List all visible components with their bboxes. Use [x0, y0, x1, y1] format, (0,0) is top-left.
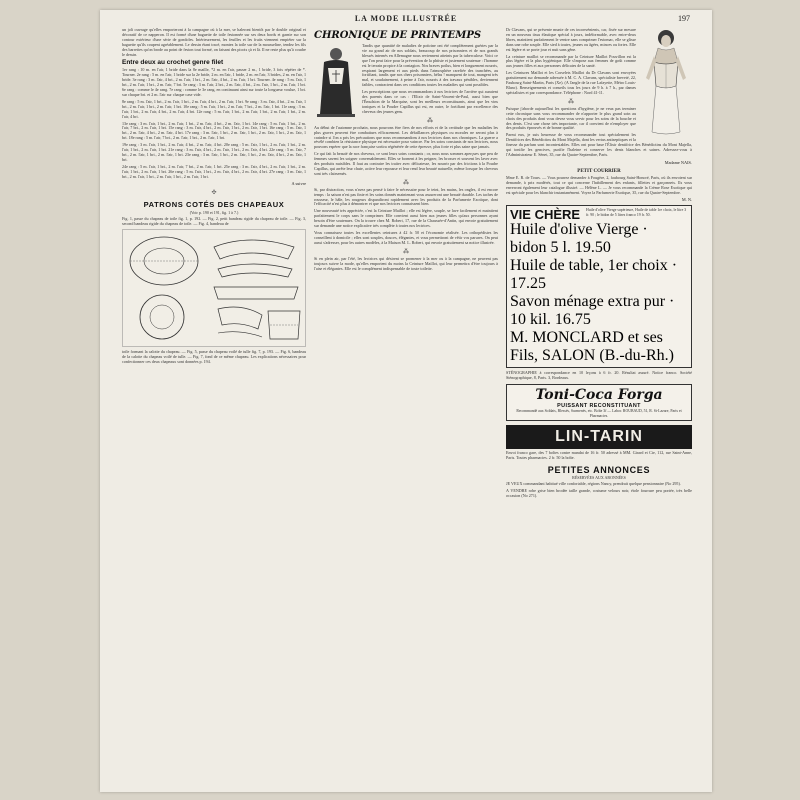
ceinture-para-1: Dr Clavans, qui se présente munie de ces inconvénients, car, fixée sur mesure en un nouveau tissu élastique spécial à jours, indéformable, avec entre-deux libres, maintient parfaitement le ventre sans comprimer l'estomac, elle se glisse dans une robe souple. Elle sied à toutes, jeunes ou âgées, minces ou fortes. Elle est légère et se porte jour et nuit sans gêne. [506, 28, 636, 52]
chronique-para-5: Si, par distraction, vous n'avez pas pensé à faire le nécessaire pour le teint, les mains, les ongles, il est encore temps : la saison n'est pas finie et les soins donnés maintenant vous assureront une beauté durable. Les taches de rousseur, le hâle, les rougeurs disparaîtront rapidement avec les produits de la Parfumerie Exotique, dont l'efficacité n'est plus à démontrer et que nos lectrices connaissent bien. [314, 186, 498, 207]
vie-chere-ad [506, 205, 692, 368]
ornament-separator-icon: ⁂ [568, 98, 574, 105]
chronique-para-4: Ce qui fait la beauté de nos cheveux, ce sont leurs soins constants ; or, nous nous sommes aperçues que peu de femmes savent les soigner convenablement. Elles se bornent à les peigner, les brosser et souvent les laver avec des produits nuisibles. Il faut au contraire les traiter avec délicatesse, les nourrir par des frictions à la Poudre Capillus, qui arrête leur chute, active leur repousse et leur rend leur beauté naturelle, même lorsque les cheveux sont très clairsemés. [314, 151, 498, 176]
column-right [506, 28, 692, 784]
lin-tarin-title: LIN-TARIN [555, 427, 643, 445]
ornament-separator-icon: ⁂ [427, 117, 433, 124]
column-middle [314, 28, 498, 784]
vie-chere-line-1: Huile d'olive Vierge · bidon 5 l. 19.50 [510, 221, 648, 257]
ornament-separator-icon: ✣ [211, 190, 217, 197]
crochet-instructions-5: 24e rang : 5 m. l'air, 1 bri., 2 m. l'air, 7 bri., 2 m. l'air, 1 bri. 25e rang : 3 m. l'air, 4 bri., 2 m. l'air, 1 bri., 2 m. l'air, 1 bri., 2 m. l'air, 1 bri. 26e rang : 5 m. l'air, 1 bri., 2 m. l'air, 4 bri., 2 m. l'air, 4 bri. 27e rang : 3 m. l'air, 1 bri., 2 m. l'air, 1 bri., 2 m. l'air, 1 bri., 2 m. l'air, 1 bri. [122, 163, 306, 179]
column-left [122, 28, 306, 784]
courrier-signature: M. N. [681, 197, 692, 203]
vie-chere-line-4: M. MONCLARD et ses Fils, SALON (B.-du-Rh.) [510, 329, 675, 365]
stenographie-ad: STÉNOGRAPHIE à correspondance en 10 leçons à 6 fr. 20. Résultat assuré. Notice franco. Société Sténographique, 8, Paris. 3, Bordeaux. [506, 370, 692, 381]
vie-chere-title: VIE CHÈRE [510, 207, 581, 223]
toni-coca-details: Recommandé aux Soldats, Blessés, Surmenés, etc. Boîte 3f — Labor. ROUBAUD, 51, R. St-Lazare, Paris et Pharmacies. [516, 409, 682, 418]
vie-chere-line-2: Huile de table, 1er choix · 17.25 [510, 257, 678, 293]
author-signature: Madame NAIS. [664, 159, 692, 165]
corset-woman-illustration [640, 28, 692, 140]
patrons-text-1: Fig. 1, passe du chapeau de toile fig. 1, p. 192. — Fig. 2, petit bandeau rigide du chapeau de toile. — Fig. 3, second bandeau rigide du chapeau de toile. — Fig. 4, bandeau de [122, 216, 306, 227]
hat-patterns-illustration [122, 229, 306, 347]
magazine-page [100, 10, 712, 792]
chronique-para-8: Si en plein air, par l'été, les lectrices qui désirent se promener à la mer ou à la campagne, ne peuvent pas toujours suivre la mode, qu'elles emportent du moins la Ceinture Maillot, qui leur permettra d'être toujours à l'aise et élégantes. Elle est le complément indispensable de toute toilette. [314, 255, 498, 271]
ceinture-para-3: Les Ceintures Maillot et les Corselets Maillot du Dr Clavans sont envoyées gratuitement sur demande adressée à M. C. A. Clavans, spécialiste breveté, 22, Faubourg Saint-Martin, Paris (Xe). (A l'angle de la rue Lafayette, Métro Louis-Blanc). Renseignements et conseils tous les jours de 9 h. à 7 h., par dames spécialistes et par correspondance. Téléphone : Nord 41-11. [506, 70, 636, 95]
toni-coca-ad [506, 384, 692, 421]
crochet-instructions-1: 1er rang : 10 m. en l'air, 1 bride dans la 8e maille, *2 m. en l'air, passer 2 m., 1 bride, 3 fois répéter de *. Tourner. 2e rang : 5 m. en l'air, 1 bride sur la 2e bride, 2 m. en l'air, 1 bride, 2 m. en l'air, 3 brides, 2 m. en l'air, 1 bride. 3e rang : 3 m. l'air, 4 bri., 2 m. l'air, 1 bri., 2 m. l'air, 4 bri., 2 m. l'air, 1 bri. Tourner. 4e rang : 5 m. l'air, 1 bri., 2 m. l'air, 1 bri., 2 m. l'air, 7 bri. 5e rang : 3 m. l'air, 2 bri., 2 m. l'air, 4 bri., 2 m. l'air, 1 bri., 2 m. l'air, 1 bri. 6e rang : comme le 4e rang. 7e rang : comme le 3e rang, en continuant ainsi sur toute la longueur voulue, 1 bri. sur chaque bri. et 2 m. l'air sur chaque case vide. [122, 67, 306, 97]
dentifrice-para-1: Puisque j'aborde aujourd'hui les questions d'hygiène, je ne veux pas terminer cette chronique sans vous recommander de n'apporter le plus grand soin au choix des produits dont vous devez vous servir pour les soins de la bouche et des dents. C'est une chose très importante, car il convient de n'employer que des produits éprouvés et de bonne qualité. [506, 105, 636, 131]
page-header [122, 14, 690, 28]
chronique-para-6: Une nouveauté très appréciée, c'est la Ceinture Maillot ; elle est légère, souple, se lave facilement et maintient parfaitement le corps sans le comprimer. Elle convient aussi bien aux jeunes filles qu'aux personnes ayant besoin d'être soutenues. On la trouve chez M. Robert, 17, rue de la Chaussée-d'Antin, qui envoie gratuitement sur demande une notice explicative très complète à toutes nos lectrices. [314, 208, 498, 229]
toni-coca-title: Toni-Coca Forga [535, 387, 663, 404]
patrons-subheading: (Voir p. 190 et 191, fig. 1 à 7.) [189, 210, 239, 216]
chronique-para-7: Vous connaissez toutes les excellentes ceintures à 42 fr. 50 et l'économie réalisée. Les orthopédistes les conseillent à domicile ; elles sont souples, douces, élégantes, et vous permettront de vêtir vos parures. On peut aussi s'adresser, pour les autres modèles, à la Maison M. L. Robert, qui envoie gratuitement sa notice illustrée. [314, 230, 498, 245]
patrons-heading: PATRONS COTÉS DES CHAPEAUX [143, 200, 285, 210]
magazine-title: LA MODE ILLUSTRÉE [354, 14, 458, 23]
crochet-instructions-2: 8e rang : 5 m. l'air, 1 bri., 2 m. l'air, 1 bri., 2 m. l'air, 4 bri., 2 m. l'air, 1 bri. 9e rang : 3 m. l'air, 4 bri., 2 m. l'air, 1 bri., 2 m. l'air, 1 bri., 2 m. l'air, 1 bri. 10e rang : 5 m. l'air, 1 bri., 2 m. l'air, 7 bri., 2 m. l'air, 1 bri. 11e rang : 3 m. l'air, 1 bri., 2 m. l'air, 4 bri., 2 m. l'air, 4 bri. 12e rang : 5 m. l'air, 1 bri., 2 m. l'air, 1 bri., 2 m. l'air, 1 bri., 2 m. l'air, 4 bri. [122, 98, 306, 119]
lin-tarin-ad [506, 425, 692, 449]
vie-chere-line-3: Savon ménage extra pur · 10 kil. 16.75 [510, 293, 675, 329]
patrons-text-2: toile formant la calotte du chapeau. — Fig. 5, passe du chapeau voilé de tulle fig. 7, p. 193. — Fig. 6, bandeau de la calotte du chapeau voilé de tulle. — Fig. 7, fond de ce même chapeau. Les explications nécessaires pour confectionner ces deux chapeaux sont données p. 194. [122, 349, 306, 365]
crochet-instructions-4: 19e rang : 3 m. l'air, 1 bri., 2 m. l'air, 4 bri., 2 m. l'air, 4 bri. 20e rang : 5 m. l'air, 1 bri., 2 m. l'air, 1 bri., 2 m. l'air, 1 bri., 2 m. l'air, 1 bri. 21e rang : 3 m. l'air, 4 bri., 2 m. l'air, 1 bri., 2 m. l'air, 4 bri. 22e rang : 5 m. l'air, 7 bri., 2 m. l'air, 1 bri., 2 m. l'air, 1 bri. 23e rang : 3 m. l'air, 1 bri., 2 m. l'air, 1 bri., 2 m. l'air, 4 bri., 2 m. l'air, 1 bri. [122, 142, 306, 162]
chronique-para-2: Les prescriptions que nous recommandons à nos lectrices de l'arrière qui auraient des parents dans ce cas : l'Elixir de Saint-Vincent-de-Paul, aussi bien que l'Émulsion de la Marquise, sont les meilleurs reconstituants, ainsi que les vins toniques et la Poudre Capillus qui est, en outre, le fortifiant par excellence des cheveux des jeunes gens. [362, 89, 498, 114]
ornament-separator-icon: ⁂ [403, 179, 409, 186]
annonce-2: A VENDRE robe grise bien brodée taille grande, costume velours noir, étole fourrure peu portée, très belle occasion (No 271). [506, 487, 692, 498]
ceinture-para-2: La ceinture maillot se recommande par la Ceinture Maillot Pouvillon est la plus légère et la plus hygiénique. Elle s'impose aux femmes de goût comme aux jeunes filles et aux personnes délicates de la santé. [506, 53, 636, 69]
a-suivre-note: A suivre [291, 181, 306, 187]
toni-coca-subtitle: PUISSANT RECONSTITUANT [557, 403, 641, 410]
petites-annonces-heading: PETITES ANNONCES [547, 464, 651, 475]
corset-woman-figure [640, 28, 692, 140]
chronique-heading: CHRONIQUE DE PRINTEMPS [314, 30, 482, 41]
chronique-para-3: Au début de l'automne prochain, nous pourrons être fiers de nos efforts et de la certitude que les maladies les plus graves peuvent être combattues efficacement. Les défaillances physiques ou morales ne seront plus à craindre si l'on a pris les précautions que nous recommandons à nos lectrices dans nos chroniques. La guerre a révélé combien la résistance physique est nécessaire pour vaincre. Par les soins constants de nos lectrices, nous pouvons espérer que la race française sortira régénérée de cette épreuve, plus forte et plus saine que jamais. [314, 124, 498, 150]
crochet-heading: Entre deux au crochet genre filet [122, 59, 224, 67]
crochet-instructions-3: 13e rang : 3 m. l'air, 1 bri., 2 m. l'air, 1 bri., 2 m. l'air, 4 bri., 2 m. l'air, 1 bri. 14e rang : 5 m. l'air, 1 bri., 2 m. l'air, 7 bri., 2 m. l'air, 1 bri. 15e rang : 3 m. l'air, 4 bri., 2 m. l'air, 1 bri., 2 m. l'air, 1 bri. 16e rang : 5 m. l'air, 1 bri., 2 m. l'air, 4 bri., 2 m. l'air, 4 bri. 17e rang : 3 m. l'air, 1 bri., 2 m. l'air, 1 bri., 2 m. l'air, 1 bri., 2 m. l'air, 1 bri. 18e rang : 5 m. l'air, 7 bri., 2 m. l'air, 1 bri., 2 m. l'air, 1 bri. [122, 120, 306, 141]
petit-courrier-text: Mme E. R. de Tours. — Vous pourrez demander à Fougère, 2, faubourg Saint-Honoré, Paris, où ils envoient sur demande, à prix modérés, tout ce qui concerne l'habillement des enfants, fillettes et garçonnets. Ils vous enverront également leur catalogue illustré. — Hélène L. — Je vous recommande la Crème Rose Exotique qui est spéciale pour les blanchir instantanément. Voyez la Parfumerie Exotique, 35, rue du Quatre-Septembre. [506, 174, 692, 195]
monk-illustration [314, 44, 358, 118]
crochet-intro-text: un joli ouvrage qu'elles emporteront à la campagne où à la mer, se haleront bientôt par le double original et décoratif de ce napperon. Il est formé d'une baguette de toile festonnée sur ses deux bords et garnie sur son contour extérieur d'une série de gondoles. Intérieurement, les feuilles et les fruits viennent empiéter sur la baguette qu'ils coupent agréablement. Le dessin étant tracé, montez la toile sur de la mousseline, tendez les fils des barrettes qu'on brode au point de feston tout formé, on faisant des picots çà et là. Il ne reste plus qu'à coudre le dessin. [122, 28, 306, 57]
lin-tarin-details: Envoi franco gare, des 7 boîtes contre mandat de 16 fr. 50 adressé à MM. Girard et Cie, 112, rue Saint-Anne, Paris. Toutes pharmacies. 2 fr. 50 la boîte. [506, 449, 692, 460]
vie-chere-details: Huile d'olive Vierge supérieure, Huile de table 1re choix, le litre 3 fr. 90 ; le bidon de 5 litres franco 19 fr. 50. [586, 208, 687, 217]
page-number: 197 [678, 14, 690, 23]
petit-courrier-heading: PETIT COURRIER [577, 168, 621, 174]
annonce-1: JE VEUX commandant habitué ville confortable, régions Nancy, prendrait quelque pensionnaire (No 295). [506, 480, 681, 486]
chronique-para-1: Tandis que quantité de maladies de poitrine ont été complètement guéries par la vie au grand air de nos soldats, beaucoup de nos prisonniers et de nos grands blessés internés en Allemagne nous reviennent atteints par la tuberculose. Voici ce que l'on peut faire pour la prévention de la phtisie et justement soutenue : l'homme est le terrain propice à la contagion. Nos braves poilus, bien et longuement nourris, respirant largement et aux pieds dans l'atmosphère rarefiée des tranchées, au fortifiant, tandis que nos chers prisonniers, hélas ! manquent de tout, mangent très mal, et soudainement, à peine à l'air, nourris à des travaux pénibles, deviennent faibles, contractent dans ces conditions toutes les maladies qui sont possibles. [362, 43, 498, 88]
ornament-separator-icon: ⁂ [403, 248, 409, 255]
monk-figure [314, 44, 358, 118]
dentifrice-para-2: Parmi eux, je suis heureuse de vous recommander tout spécialement les Dentifrices des Bénédictins du Mont Majella, dont les vertus antiseptiques et la finesse du parfum sont incontestables. Elles ont pour base l'Élixir dentifrice des Bénédictins du Mont Majella, qui tonifie les gencives, purifie l'haleine et conserve les dents blanches et saines. Adressez-vous à l'Administrateur E. Sénet, 35, rue du Quatre-Septembre, Paris. [506, 132, 692, 157]
petites-annonces-subheading: RÉSERVÉES AUX ABONNÉES [572, 474, 626, 480]
hat-patterns-figure [122, 229, 306, 347]
